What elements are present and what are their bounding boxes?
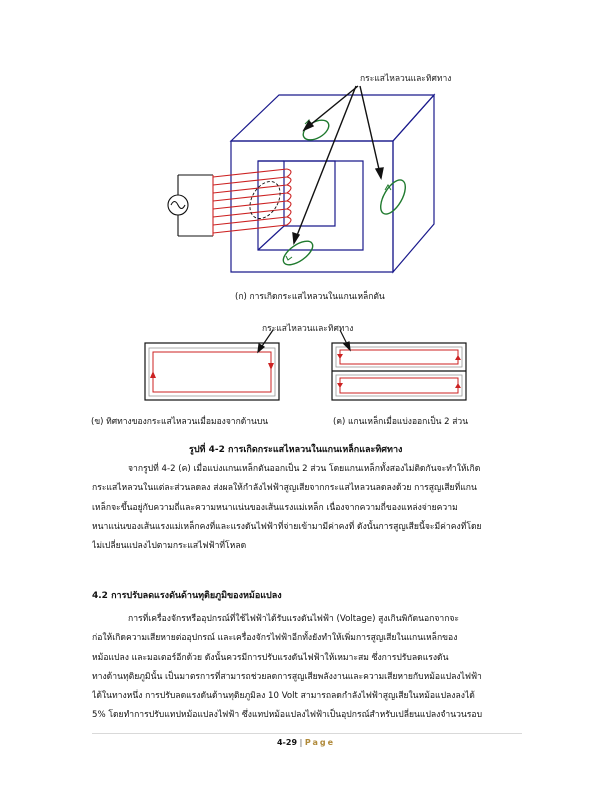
figure-c-core — [332, 343, 466, 400]
paragraph-line: หม้อแปลง และมอเตอร์อีกด้วย ดังนั้นควรมีการปรับแรงดันไฟฟ้าให้เหมาะสม ซึ่งการปรับลดแรงดัน — [92, 652, 449, 663]
figure-a-callout-label: กระแสไหลวนและทิศทาง — [360, 74, 452, 84]
paragraph-2 — [92, 610, 522, 726]
page-word: Page — [304, 738, 336, 747]
figure-c-caption: (ค) แกนเหล็กเมื่อแบ่งออกเป็น 2 ส่วน — [333, 417, 469, 427]
paragraph-line: หนาแน่นของเส้นแรงแม่เหล็กคงที่และแรงดันไฟฟ้าที่จ่ายเข้ามามีค่าคงที่ ดังนั้นการสูญเสียนี้จะมีค่าคงที่โดย — [92, 521, 482, 532]
page-footer — [0, 738, 612, 747]
paragraph-line: การที่เครื่องจักรหรืออุปกรณ์ที่ใช้ไฟฟ้าได้รับแรงดันไฟฟ้า (Voltage) สูงเกินพิกัดนอกจากจะ — [128, 614, 460, 624]
figure-b-caption: (ข) ทิศทางของกระแสไหลวนเมื่อมองจากด้านบน — [91, 417, 269, 427]
paragraph-line: 5% โดยทำการปรับแทปหม้อแปลงไฟฟ้า ซึ่งแทปหม้อแปลงไฟฟ้าเป็นอุปกรณ์สำหรับเปลี่ยนแปลงจำนวนรอบ — [92, 710, 483, 721]
footer-rule — [92, 733, 522, 734]
paragraph-line: กระแสไหลวนในแต่ละส่วนลดลง ส่งผลให้กำลังไฟฟ้าสูญเสียจากกระแสไหลวนลดลงด้วย การสูญเสียที่แกน — [92, 483, 477, 494]
paragraph-line: ทางด้านทุติยภูมินั้น เป็นมาตรการที่สามารถช่วยลดการสูญเสียพลังงานและความเสียหายกับหม้อแปลงไฟฟ้า — [92, 671, 482, 682]
figure-a-caption: (ก) การเกิดกระแสไหลวนในแกนเหล็กตัน — [235, 292, 385, 302]
section-heading: 4.2 การปรับลดแรงดันด้านทุติยภูมิของหม้อแปลง — [92, 591, 282, 601]
figure-c-eddy-path-upper — [340, 350, 458, 364]
figure-title: รูปที่ 4-2 การเกิดกระแสไหลวนในแกนเหล็กและทิศทาง — [189, 445, 403, 455]
figure-bc-callout-label: กระแสไหลวนและทิศทาง — [262, 324, 354, 334]
figure-c-eddy-path-lower — [340, 378, 458, 393]
paragraph-line: ไม่เปลี่ยนแปลงไปตามกระแสไฟฟ้าที่โหลด — [92, 541, 247, 552]
paragraph-line: จากรูปที่ 4-2 (ค) เมื่อแบ่งแกนเหล็กตันออกเป็น 2 ส่วน โดยแกนเหล็กทั้งสองไม่ติดกันจะทำให้เกิด — [128, 464, 481, 474]
paragraph-line: ก่อให้เกิดความเสียหายต่ออุปกรณ์ และเครื่องจักรไฟฟ้าอีกทั้งยังทำให้เพิ่มการสูญเสียในแกนเหล็กของ — [92, 633, 458, 644]
page-number: 4-29 — [276, 738, 298, 747]
figure-b-eddy-path — [153, 352, 271, 392]
paragraph-line: เหล็กจะขึ้นอยู่กับความถี่และความหนาแน่นของเส้นแรงแม่เหล็ก เนื่องจากความถี่ของแหล่งจ่ายความ — [92, 502, 458, 513]
paragraph-1 — [92, 460, 522, 556]
paragraph-line: ได้ในทางหนึ่ง การปรับลดแรงดันด้านทุติยภูมิลง 10 Volt สามารถลดกำลังไฟฟ้าสูญเสียในหม้อแปลงลงได้ — [92, 691, 475, 702]
footer-separator: | — [299, 738, 303, 747]
